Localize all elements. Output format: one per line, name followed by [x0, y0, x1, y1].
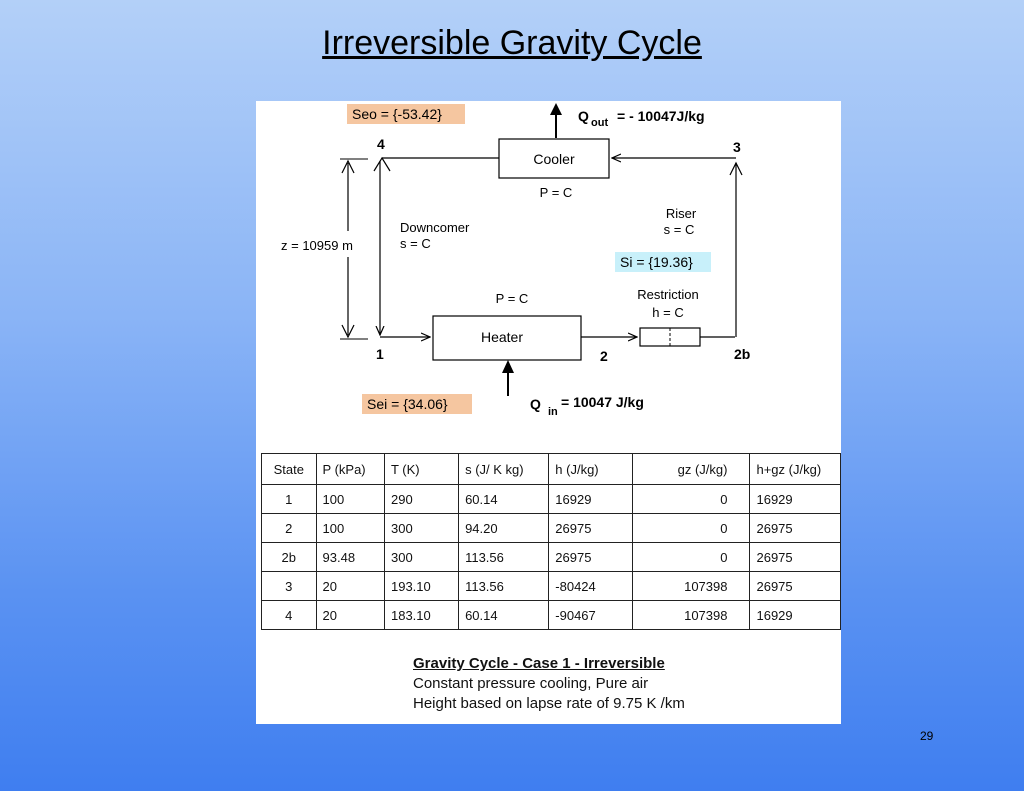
table-cell: 107398	[633, 601, 750, 630]
table-cell: 300	[384, 514, 458, 543]
figure-caption	[413, 654, 685, 714]
table-cell: 2b	[262, 543, 317, 572]
table-cell: 94.20	[459, 514, 549, 543]
table-cell: 26975	[750, 543, 841, 572]
table-cell: 93.48	[316, 543, 384, 572]
table-cell: 16929	[549, 485, 633, 514]
table-row	[262, 572, 841, 601]
table-cell: 0	[633, 543, 750, 572]
table-cell: 183.10	[384, 601, 458, 630]
table-row	[262, 601, 841, 630]
table-cell: 26975	[750, 514, 841, 543]
table-cell: -90467	[549, 601, 633, 630]
table-cell: 193.10	[384, 572, 458, 601]
caption-line-2: Height based on lapse rate of 9.75 K /km	[413, 695, 685, 712]
cycle-diagram	[256, 101, 841, 451]
header-pressure: P (kPa)	[316, 454, 384, 485]
table-cell: 26975	[750, 572, 841, 601]
table-cell: 16929	[750, 485, 841, 514]
cooler-process: P = C	[539, 185, 573, 200]
restriction-label: Restriction	[637, 287, 699, 302]
caption-title: Gravity Cycle - Case 1 - Irreversible	[413, 655, 665, 672]
table-row	[262, 543, 841, 572]
state-1-label: 1	[376, 346, 384, 362]
table-cell: -80424	[549, 572, 633, 601]
q-out-arrowhead	[550, 103, 562, 115]
header-h-plus-gz: h+gz (J/kg)	[750, 454, 841, 485]
caption-line-1: Constant pressure cooling, Pure air	[413, 675, 649, 692]
table-header-row	[262, 454, 841, 485]
table-cell: 26975	[549, 514, 633, 543]
riser-process: s = C	[663, 222, 695, 237]
table-cell: 100	[316, 485, 384, 514]
header-entropy: s (J/ K kg)	[459, 454, 549, 485]
header-enthalpy: h (J/kg)	[549, 454, 633, 485]
state-2b-label: 2b	[734, 346, 751, 362]
table-cell: 1	[262, 485, 317, 514]
page-number: 29	[920, 729, 934, 743]
seo-label: Seo = {-53.42}	[352, 106, 442, 122]
header-gz: gz (J/kg)	[633, 454, 750, 485]
table-cell: 16929	[750, 601, 841, 630]
state-4-corner-arrow	[374, 158, 390, 171]
header-temperature: T (K)	[384, 454, 458, 485]
table-row	[262, 485, 841, 514]
downcomer-label: Downcomer	[400, 220, 470, 235]
state-table-wrapper	[261, 453, 841, 630]
sei-label: Sei = {34.06}	[367, 396, 448, 412]
table-cell: 3	[262, 572, 317, 601]
q-in-subscript: in	[548, 406, 558, 418]
state-3-label: 3	[733, 139, 741, 155]
state-table	[261, 453, 841, 630]
heater-process: P = C	[495, 291, 529, 306]
q-out-value: = - 10047J/kg	[617, 108, 705, 124]
q-in-arrowhead	[502, 360, 514, 373]
table-cell: 0	[633, 514, 750, 543]
q-in-symbol: Q	[530, 396, 541, 412]
height-label: z = 10959 m	[281, 238, 353, 253]
table-cell: 60.14	[459, 601, 549, 630]
state-2-label: 2	[600, 348, 608, 364]
table-cell: 113.56	[459, 572, 549, 601]
cycle-figure-panel	[256, 101, 841, 724]
table-row	[262, 514, 841, 543]
table-cell: 113.56	[459, 543, 549, 572]
table-cell: 26975	[549, 543, 633, 572]
riser-label: Riser	[665, 206, 697, 221]
table-cell: 60.14	[459, 485, 549, 514]
q-out-symbol: Q	[578, 108, 589, 124]
downcomer-process: s = C	[400, 236, 431, 251]
q-out-subscript: out	[591, 117, 609, 129]
table-cell: 290	[384, 485, 458, 514]
table-cell: 20	[316, 601, 384, 630]
table-cell: 4	[262, 601, 317, 630]
slide-title: Irreversible Gravity Cycle	[322, 24, 702, 62]
cooler-label: Cooler	[533, 151, 575, 167]
restriction-process: h = C	[652, 305, 684, 320]
si-label: Si = {19.36}	[620, 254, 693, 270]
heater-label: Heater	[480, 329, 524, 345]
table-cell: 0	[633, 485, 750, 514]
table-cell: 2	[262, 514, 317, 543]
table-cell: 100	[316, 514, 384, 543]
table-cell: 300	[384, 543, 458, 572]
table-cell: 20	[316, 572, 384, 601]
state-4-label: 4	[377, 136, 385, 152]
q-in-value: = 10047 J/kg	[561, 394, 644, 410]
table-cell: 107398	[633, 572, 750, 601]
header-state: State	[262, 454, 317, 485]
